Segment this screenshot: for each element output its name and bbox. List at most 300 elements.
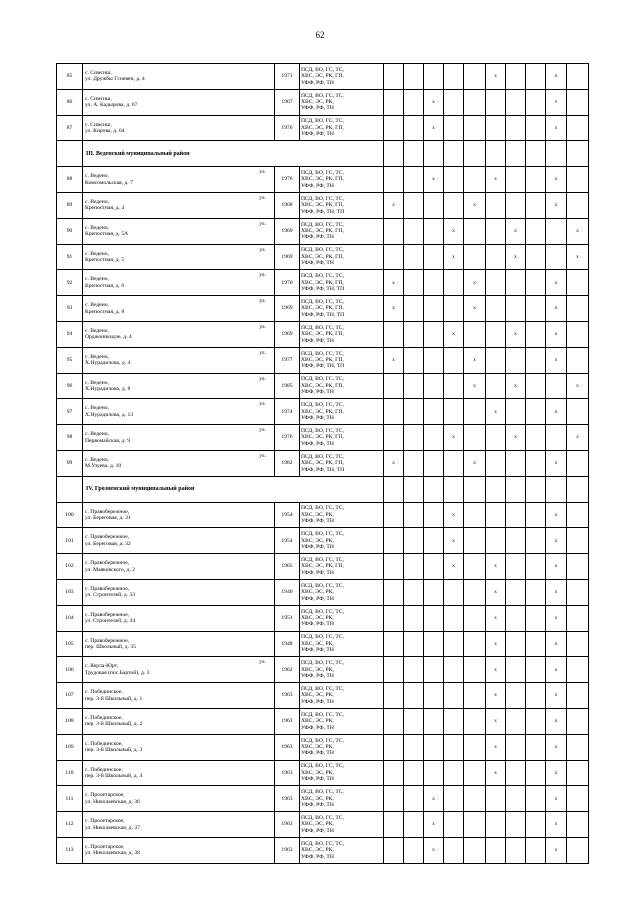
period-mark-cell xyxy=(424,605,444,631)
table-row xyxy=(57,347,589,373)
address-cell xyxy=(83,708,275,734)
period-mark-cell: x xyxy=(546,399,567,425)
period-mark-cell xyxy=(526,244,546,270)
period-mark-cell: x xyxy=(546,347,567,373)
works-line: ПСД, ВО, ГС, ТС, xyxy=(301,711,344,718)
year-built: 1974 xyxy=(275,399,300,425)
period-mark-cell xyxy=(384,399,404,425)
period-mark-cell: x xyxy=(546,708,567,734)
period-mark-cell xyxy=(567,605,589,631)
period-mark-cell xyxy=(526,347,546,373)
table-row xyxy=(57,89,589,115)
period-mark-cell: x xyxy=(424,812,444,838)
row-number: 99 xyxy=(57,450,83,476)
works-list xyxy=(300,64,384,90)
period-mark-cell xyxy=(567,270,589,296)
period-mark-cell xyxy=(506,683,526,709)
works-line: УФФ, РФ, ТН xyxy=(301,672,334,679)
period-mark-cell: x xyxy=(444,554,464,580)
address-street: Крепостная, д. 6 xyxy=(85,282,125,289)
address-street: ул. Береговая, д. 31 xyxy=(85,514,131,521)
address-street: пер. 3-й Школьный, д. 3 xyxy=(85,747,143,754)
address-locality: с. Побединское, xyxy=(85,740,123,747)
period-mark-cell xyxy=(526,502,546,528)
works-line: УФФ, РФ, ТН xyxy=(301,182,334,189)
period-mark-cell xyxy=(567,528,589,554)
address-locality: с. Ведено, xyxy=(85,353,109,360)
period-mark-cell xyxy=(567,837,589,863)
works-line: ПСД, ВО, ГС, ТС, xyxy=(301,763,344,770)
year-built: 1969 xyxy=(275,218,300,244)
period-mark-cell: x xyxy=(567,218,589,244)
period-mark-cell xyxy=(567,64,589,90)
works-line: УФФ, РФ, ТН xyxy=(301,776,334,783)
period-mark-cell xyxy=(404,760,424,786)
works-line: ПСД, ВО, ГС, ТС, xyxy=(301,376,344,383)
period-mark-cell xyxy=(424,579,444,605)
section-empty-cell xyxy=(546,476,567,502)
works-list xyxy=(300,657,384,683)
row-number: 97 xyxy=(57,399,83,425)
period-mark-cell: x xyxy=(424,89,444,115)
section-empty-cell xyxy=(526,476,546,502)
period-mark-cell xyxy=(526,218,546,244)
period-mark-cell xyxy=(567,89,589,115)
period-mark-cell xyxy=(464,554,486,580)
period-mark-cell: x xyxy=(506,244,526,270)
period-mark-cell: x xyxy=(546,579,567,605)
address-locality: с. Правобережное, xyxy=(85,585,130,592)
works-line: ПСД, ВО, ГС, ТС, xyxy=(301,66,344,73)
address-locality: с. Побединское, xyxy=(85,689,123,696)
works-line: УФФ, РФ, ТН xyxy=(301,801,334,808)
address-locality: с. Симсиш, xyxy=(85,69,112,76)
period-mark-cell: x xyxy=(546,657,567,683)
table-row xyxy=(57,579,589,605)
period-mark-cell xyxy=(567,502,589,528)
period-mark-cell xyxy=(486,218,506,244)
period-mark-cell xyxy=(444,192,464,218)
period-mark-cell xyxy=(384,554,404,580)
period-mark-cell: x xyxy=(464,296,486,322)
period-mark-cell: x xyxy=(444,218,464,244)
period-mark-cell xyxy=(444,708,464,734)
address-locality: с. Ведено, xyxy=(85,431,109,438)
works-list xyxy=(300,218,384,244)
period-mark-cell xyxy=(444,605,464,631)
period-mark-cell xyxy=(506,89,526,115)
address-street-prefix: ул. xyxy=(259,246,266,253)
works-list xyxy=(300,399,384,425)
period-mark-cell xyxy=(404,270,424,296)
period-mark-cell xyxy=(567,399,589,425)
period-mark-cell xyxy=(404,244,424,270)
section-empty-cell xyxy=(404,141,424,167)
address-street: ул. Дружбы Гсневен, д. 4 xyxy=(85,76,145,83)
address-street-prefix: ул. xyxy=(259,220,266,227)
works-line: ХВС, ЭС, РК, ГП, xyxy=(301,382,344,389)
period-mark-cell xyxy=(404,167,424,193)
period-mark-cell xyxy=(424,528,444,554)
row-number: 89 xyxy=(57,192,83,218)
works-line: ХВС, ЭС, РК, ГП, xyxy=(301,331,344,338)
row-number: 105 xyxy=(57,631,83,657)
section-empty-cell xyxy=(384,476,404,502)
address-street: Комсомольская, д. 7 xyxy=(85,179,133,186)
works-line: ХВС, ЭС, РК, ГП, xyxy=(301,124,344,131)
works-list xyxy=(300,734,384,760)
period-mark-cell xyxy=(486,425,506,451)
period-mark-cell: x xyxy=(486,579,506,605)
works-line: УФФ, РФ, ТН xyxy=(301,389,334,396)
works-line: УФФ, РФ, ТН xyxy=(301,543,334,550)
address-cell xyxy=(83,89,275,115)
period-mark-cell xyxy=(404,347,424,373)
address-cell xyxy=(83,450,275,476)
works-line: ПСД, ВО, ГС, ТС, xyxy=(301,685,344,692)
section-empty-cell xyxy=(526,141,546,167)
period-mark-cell xyxy=(404,683,424,709)
period-mark-cell xyxy=(526,683,546,709)
period-mark-cell: x xyxy=(506,373,526,399)
period-mark-cell xyxy=(404,657,424,683)
address-cell xyxy=(83,657,275,683)
period-mark-cell: x xyxy=(486,167,506,193)
period-mark-cell xyxy=(567,450,589,476)
address-street: пер. 3-й Школьный, д. 4 xyxy=(85,772,143,779)
section-empty-cell xyxy=(486,476,506,502)
year-built: 1971 xyxy=(275,64,300,90)
period-mark-cell xyxy=(404,192,424,218)
period-mark-cell: x xyxy=(546,502,567,528)
address-cell xyxy=(83,683,275,709)
period-mark-cell xyxy=(444,657,464,683)
period-mark-cell xyxy=(526,708,546,734)
table-row xyxy=(57,425,589,451)
row-number: 86 xyxy=(57,89,83,115)
period-mark-cell: x xyxy=(424,786,444,812)
address-street: пер. 3-й Школьный, д. 1 xyxy=(85,695,143,702)
period-mark-cell xyxy=(384,786,404,812)
period-mark-cell xyxy=(506,760,526,786)
period-mark-cell xyxy=(486,347,506,373)
period-mark-cell xyxy=(486,296,506,322)
address-locality: с. Пролетарское, xyxy=(85,843,125,850)
period-mark-cell xyxy=(464,786,486,812)
section-empty-cell xyxy=(506,476,526,502)
year-built: 1954 xyxy=(275,502,300,528)
period-mark-cell xyxy=(404,579,424,605)
period-mark-cell xyxy=(567,115,589,141)
period-mark-cell xyxy=(424,64,444,90)
works-line: ХВС, ЭС, РК, xyxy=(301,795,334,802)
works-line: ПСД, ВО, ГС, ТС, xyxy=(301,634,344,641)
year-built: 1954 xyxy=(275,528,300,554)
row-number: 103 xyxy=(57,579,83,605)
period-mark-cell xyxy=(486,812,506,838)
period-mark-cell xyxy=(546,244,567,270)
section-empty-cell xyxy=(567,141,589,167)
period-mark-cell xyxy=(506,64,526,90)
period-mark-cell: x xyxy=(546,812,567,838)
works-line: ПСД, ВО, ГС, ТС, xyxy=(301,324,344,331)
section-empty-cell xyxy=(464,476,486,502)
period-mark-cell: x xyxy=(506,425,526,451)
address-cell xyxy=(83,321,275,347)
works-line: ХВС, ЭС, РК, ГП, xyxy=(301,356,344,363)
period-mark-cell: x xyxy=(464,347,486,373)
works-line: ПСД, ВО, ГС, ТС, xyxy=(301,608,344,615)
period-mark-cell xyxy=(546,373,567,399)
works-list xyxy=(300,786,384,812)
works-list xyxy=(300,528,384,554)
page-number: 62 xyxy=(315,30,325,40)
section-empty-cell xyxy=(424,476,444,502)
period-mark-cell xyxy=(464,631,486,657)
address-street: Орджоникидзе, д. 4 xyxy=(85,334,132,341)
year-built: 1963 xyxy=(275,683,300,709)
works-line: ХВС, ЭС, РК, xyxy=(301,537,334,544)
address-cell xyxy=(83,554,275,580)
period-mark-cell: x xyxy=(546,192,567,218)
address-street-prefix: ул. xyxy=(259,349,266,356)
section-num-cell xyxy=(57,476,83,502)
period-mark-cell: x xyxy=(486,734,506,760)
row-number: 94 xyxy=(57,321,83,347)
table-row xyxy=(57,64,589,90)
period-mark-cell: x xyxy=(444,425,464,451)
works-line: ХВС, ЭС, РК, ГП, xyxy=(301,73,344,80)
period-mark-cell xyxy=(506,837,526,863)
address-cell xyxy=(83,502,275,528)
period-mark-cell xyxy=(464,115,486,141)
period-mark-cell xyxy=(404,218,424,244)
works-list xyxy=(300,450,384,476)
address-locality: с. Правобережное, xyxy=(85,637,130,644)
address-cell xyxy=(83,734,275,760)
period-mark-cell xyxy=(444,270,464,296)
address-locality: с. Ведено, xyxy=(85,327,109,334)
works-list xyxy=(300,502,384,528)
address-cell xyxy=(83,837,275,863)
address-street-prefix: ул. xyxy=(259,298,266,305)
section-empty-cell xyxy=(444,476,464,502)
address-locality: с. Пролетарское, xyxy=(85,818,125,825)
section-empty-cell xyxy=(506,141,526,167)
year-built: 1963 xyxy=(275,734,300,760)
address-locality: с. Правобережное, xyxy=(85,508,130,515)
address-street-prefix: ул. xyxy=(259,452,266,459)
address-street-prefix: ул. xyxy=(259,272,266,279)
address-locality: с. Симсиш, xyxy=(85,95,112,102)
address-cell xyxy=(83,373,275,399)
address-street: Трудовая (пос.Бартой), д. 3 xyxy=(85,669,150,676)
period-mark-cell: x xyxy=(444,528,464,554)
row-number: 96 xyxy=(57,373,83,399)
works-line: ПСД, ВО, ГС, ТС, xyxy=(301,789,344,796)
address-street: Х.Нурадилова, д. 8 xyxy=(85,385,131,392)
period-mark-cell xyxy=(526,450,546,476)
period-mark-cell xyxy=(506,631,526,657)
row-number: 93 xyxy=(57,296,83,322)
row-number: 91 xyxy=(57,244,83,270)
period-mark-cell xyxy=(424,425,444,451)
table-row xyxy=(57,837,589,863)
period-mark-cell xyxy=(444,631,464,657)
period-mark-cell xyxy=(424,683,444,709)
works-line: УФФ, РФ, ТН xyxy=(301,260,334,267)
works-line: УФФ, РФ, ТН xyxy=(301,750,334,757)
section-empty-cell xyxy=(546,141,567,167)
period-mark-cell: x xyxy=(486,760,506,786)
works-line: ПСД, ВО, ГС, ТС, xyxy=(301,169,344,176)
period-mark-cell xyxy=(567,321,589,347)
address-cell xyxy=(83,528,275,554)
works-line: УФФ, РФ, ТН, ТП xyxy=(301,311,345,318)
period-mark-cell xyxy=(464,734,486,760)
period-mark-cell xyxy=(424,657,444,683)
period-mark-cell xyxy=(464,579,486,605)
period-mark-cell xyxy=(424,192,444,218)
works-line: УФФ, РФ, ТН xyxy=(301,337,334,344)
table-row xyxy=(57,373,589,399)
address-street: ул. Строителей, д. 34 xyxy=(85,618,136,625)
period-mark-cell: x xyxy=(464,450,486,476)
address-street: Крепостная, д. 8 xyxy=(85,308,125,315)
period-mark-cell: x xyxy=(384,192,404,218)
works-line: ХВС, ЭС, РК, xyxy=(301,589,334,596)
works-line: ХВС, ЭС, РК, xyxy=(301,821,334,828)
period-mark-cell xyxy=(424,321,444,347)
period-mark-cell xyxy=(506,528,526,554)
period-mark-cell xyxy=(464,528,486,554)
period-mark-cell xyxy=(506,399,526,425)
table-row xyxy=(57,270,589,296)
period-mark-cell xyxy=(424,708,444,734)
address-locality: с. Керла-Юрт, xyxy=(85,663,119,670)
period-mark-cell xyxy=(506,605,526,631)
works-line: ПСД, ВО, ГС, ТС, xyxy=(301,350,344,357)
address-cell xyxy=(83,270,275,296)
period-mark-cell xyxy=(526,373,546,399)
works-line: УФФ, РФ, ТН, ТП xyxy=(301,285,345,292)
year-built: 1976 xyxy=(275,167,300,193)
works-list xyxy=(300,347,384,373)
works-line: ХВС, ЭС, РК, xyxy=(301,614,334,621)
period-mark-cell: x xyxy=(546,296,567,322)
table-row xyxy=(57,734,589,760)
works-line: ХВС, ЭС, РК, ГП, xyxy=(301,176,344,183)
period-mark-cell xyxy=(384,502,404,528)
address-street: Крепостная, д. 5 xyxy=(85,256,125,263)
address-cell xyxy=(83,115,275,141)
works-list xyxy=(300,244,384,270)
works-line: ХВС, ЭС, РК, ГП, xyxy=(301,460,344,467)
row-number: 101 xyxy=(57,528,83,554)
period-mark-cell xyxy=(567,734,589,760)
period-mark-cell: x xyxy=(506,218,526,244)
period-mark-cell xyxy=(526,579,546,605)
year-built: 1963 xyxy=(275,786,300,812)
period-mark-cell xyxy=(404,837,424,863)
period-mark-cell xyxy=(424,347,444,373)
works-line: УФФ, РФ, ТН xyxy=(301,105,334,112)
row-number: 92 xyxy=(57,270,83,296)
works-line: ХВС, ЭС, РК, xyxy=(301,511,334,518)
address-cell xyxy=(83,296,275,322)
period-mark-cell xyxy=(424,399,444,425)
address-locality: с. Ведено, xyxy=(85,302,109,309)
works-line: ПСД, ВО, ГС, ТС, xyxy=(301,427,344,434)
works-line: ПСД, ВО, ГС, ТС, xyxy=(301,195,344,202)
address-street: Х.Нурадилова, д. 13 xyxy=(85,411,134,418)
period-mark-cell xyxy=(404,450,424,476)
period-mark-cell xyxy=(384,218,404,244)
period-mark-cell xyxy=(444,167,464,193)
housing-register-table xyxy=(56,63,589,864)
period-mark-cell: x xyxy=(464,192,486,218)
period-mark-cell: x xyxy=(444,321,464,347)
period-mark-cell xyxy=(506,192,526,218)
row-number: 110 xyxy=(57,760,83,786)
works-line: ХВС, ЭС, РК, xyxy=(301,769,334,776)
period-mark-cell xyxy=(506,450,526,476)
row-number: 95 xyxy=(57,347,83,373)
period-mark-cell xyxy=(384,760,404,786)
period-mark-cell xyxy=(404,554,424,580)
works-line: ПСД, ВО, ГС, ТС, xyxy=(301,298,344,305)
year-built: 1963 xyxy=(275,812,300,838)
period-mark-cell: x xyxy=(384,450,404,476)
works-line: ПСД, ВО, ГС, ТС, xyxy=(301,582,344,589)
period-mark-cell xyxy=(506,502,526,528)
year-built: 1951 xyxy=(275,605,300,631)
row-number: 88 xyxy=(57,167,83,193)
address-locality: с. Симсиш, xyxy=(85,121,112,128)
works-line: УФФ, РФ, ТН, ТП xyxy=(301,466,345,473)
address-locality: с. Правобережное, xyxy=(85,534,130,541)
period-mark-cell xyxy=(384,708,404,734)
works-line: ПСД, ВО, ГС, ТС, xyxy=(301,92,344,99)
works-line: ХВС, ЭС, РК, ГП, xyxy=(301,227,344,234)
period-mark-cell xyxy=(384,631,404,657)
period-mark-cell xyxy=(567,812,589,838)
period-mark-cell: x xyxy=(546,786,567,812)
period-mark-cell xyxy=(424,296,444,322)
works-line: УФФ, РФ, ТН xyxy=(301,569,334,576)
period-mark-cell: x xyxy=(444,502,464,528)
section-empty-cell xyxy=(384,141,404,167)
works-list xyxy=(300,373,384,399)
address-street: ул. Николаевская, д. 36 xyxy=(85,798,140,805)
table-row xyxy=(57,812,589,838)
address-locality: с. Ведено, xyxy=(85,250,109,257)
period-mark-cell: x xyxy=(384,347,404,373)
period-mark-cell xyxy=(526,192,546,218)
period-mark-cell xyxy=(546,425,567,451)
period-mark-cell xyxy=(567,708,589,734)
period-mark-cell xyxy=(464,425,486,451)
table-row xyxy=(57,167,589,193)
period-mark-cell: x xyxy=(384,270,404,296)
year-built: 1962 xyxy=(275,657,300,683)
works-list xyxy=(300,683,384,709)
period-mark-cell xyxy=(567,554,589,580)
period-mark-cell xyxy=(506,296,526,322)
year-built: 1985 xyxy=(275,373,300,399)
address-street-prefix: ул. xyxy=(259,194,266,201)
year-built: 1977 xyxy=(275,347,300,373)
